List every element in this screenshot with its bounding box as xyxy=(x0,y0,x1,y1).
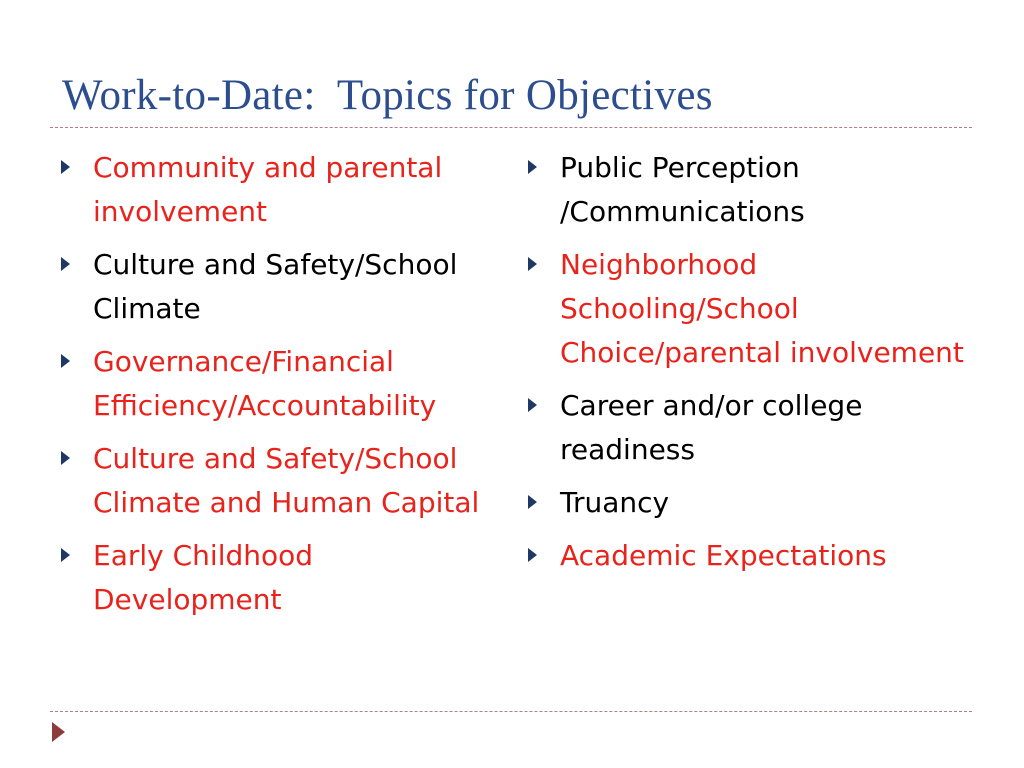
list-item xyxy=(60,243,500,331)
list-item xyxy=(60,437,500,525)
triangle-bullet-icon xyxy=(60,340,74,384)
list-item xyxy=(527,481,977,525)
top-divider xyxy=(50,127,972,128)
bullet-text: Early Childhood Development xyxy=(93,539,314,616)
bullet-text: Academic Expectations xyxy=(560,539,887,572)
bullet-text: Culture and Safety/School Climate xyxy=(93,248,458,325)
left-bullet-list xyxy=(60,146,500,631)
list-item xyxy=(60,340,500,428)
triangle-bullet-icon xyxy=(527,146,541,190)
list-item xyxy=(60,534,500,622)
list-item xyxy=(527,384,977,472)
bullet-text: Career and/or college readiness xyxy=(560,389,863,466)
bullet-text: Culture and Safety/School Climate and Human Capital xyxy=(93,442,480,519)
list-item xyxy=(527,146,977,234)
bullet-text: Neighborhood Schooling/School Choice/parental involvement xyxy=(560,248,964,369)
triangle-bullet-icon xyxy=(60,534,74,578)
triangle-bullet-icon xyxy=(527,481,541,525)
slide-title: Work-to-Date: Topics for Objectives xyxy=(62,72,713,119)
footer-triangle-icon xyxy=(52,722,66,742)
bullet-text: Community and parental involvement xyxy=(93,151,443,228)
bullet-text: Truancy xyxy=(560,486,670,519)
list-item xyxy=(60,146,500,234)
bullet-text: Governance/Financial Efficiency/Accountability xyxy=(93,345,437,422)
triangle-bullet-icon xyxy=(60,437,74,481)
triangle-bullet-icon xyxy=(527,534,541,578)
triangle-bullet-icon xyxy=(527,243,541,287)
list-item xyxy=(527,243,977,375)
triangle-bullet-icon xyxy=(527,384,541,428)
right-bullet-list xyxy=(527,146,977,587)
bullet-text: Public Perception /Communications xyxy=(560,151,805,228)
bottom-divider xyxy=(50,711,972,712)
list-item xyxy=(527,534,977,578)
triangle-bullet-icon xyxy=(60,243,74,287)
triangle-bullet-icon xyxy=(60,146,74,190)
